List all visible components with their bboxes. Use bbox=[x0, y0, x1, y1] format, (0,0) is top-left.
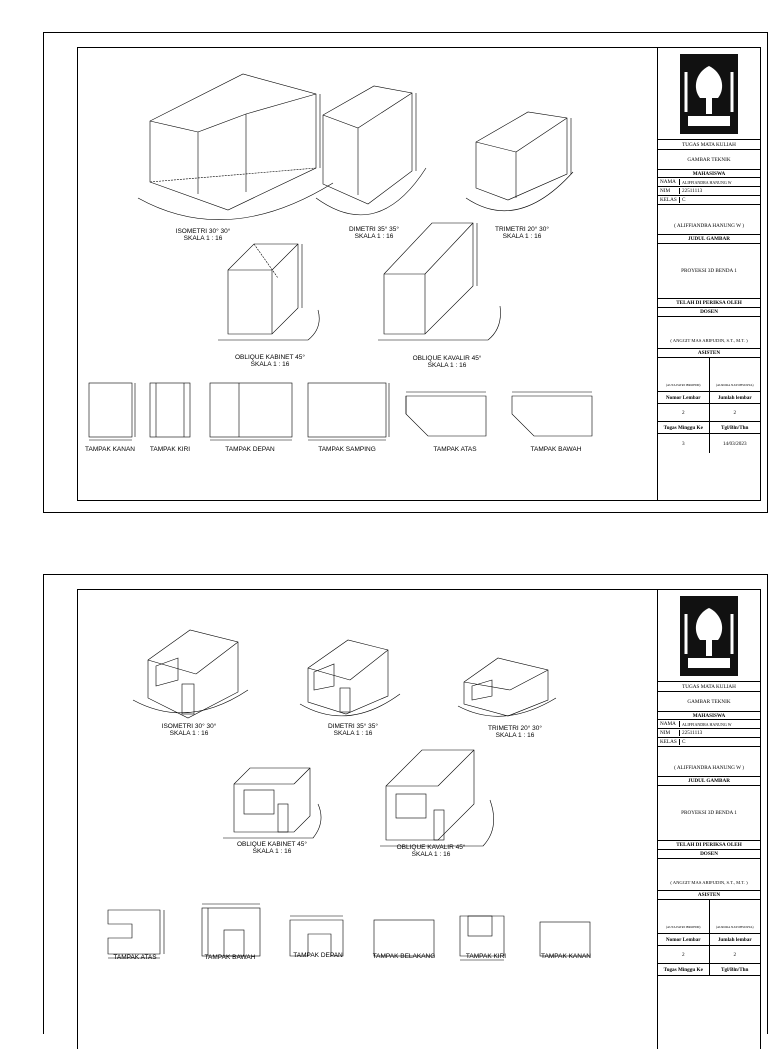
view-caption-cabinet: OBLIQUE KABINET 45° SKALA 1 : 16 bbox=[236, 841, 308, 855]
view-caption-isometric: ISOMETRI 30° 30° SKALA 1 : 16 bbox=[161, 723, 217, 737]
view-label: TAMPAK KANAN bbox=[85, 446, 135, 453]
view-caption-trimetric: TRIMETRI 20° 30° SKALA 1 : 16 bbox=[488, 725, 542, 739]
university-logo bbox=[658, 48, 760, 140]
student-signature: ( ALIFFIANDRA HANUNG W ) bbox=[658, 747, 760, 777]
view-label: TAMPAK BAWAH bbox=[530, 446, 582, 453]
lecturer-header: DOSEN bbox=[658, 850, 760, 859]
nim-label: NIM bbox=[658, 188, 680, 194]
sheet-number-label: Nomor Lembar bbox=[658, 934, 710, 945]
dimetric-block-drawing bbox=[300, 640, 400, 716]
lecturer-signature: ( ANGGIT MAS ARIFUDIN, S.T., M.T. ) bbox=[658, 859, 760, 891]
view-label: TAMPAK KIRI bbox=[465, 953, 507, 960]
course-name: GAMBAR TEKNIK bbox=[658, 692, 760, 712]
view-label: TAMPAK KIRI bbox=[149, 446, 191, 453]
title-block bbox=[657, 590, 760, 1049]
view-caption-cavalier: OBLIQUE KAVALIR 45° SKALA 1 : 16 bbox=[396, 844, 466, 858]
drawing-title: PROYEKSI 3D BENDA 1 bbox=[658, 786, 760, 841]
orthographic-views bbox=[89, 383, 592, 440]
view-caption-dimetric: DIMETRI 35° 35° SKALA 1 : 16 bbox=[328, 723, 378, 737]
sheet-count-label: Jumlah lembar bbox=[717, 936, 752, 943]
assistant-signature-2: (AURORA NAYOHSURYA) bbox=[715, 925, 754, 929]
view-caption-trimetric: TRIMETRI 20° 30° SKALA 1 : 16 bbox=[495, 226, 549, 240]
sheet-count: 2 bbox=[733, 951, 737, 958]
view-label: TAMPAK ATAS bbox=[113, 954, 157, 961]
class-value: C bbox=[682, 197, 686, 203]
course-header: TUGAS MATA KULIAH bbox=[658, 682, 760, 692]
view-label: TAMPAK ATAS bbox=[433, 446, 477, 453]
drawing-frame bbox=[77, 47, 761, 501]
cavalier-oblique-block-drawing bbox=[380, 750, 494, 846]
view-label: TAMPAK DEPAN bbox=[293, 952, 343, 959]
student-header: MAHASISWA bbox=[658, 170, 760, 178]
dimetric-prism-drawing bbox=[316, 86, 426, 215]
date-value: 14/03/2023 bbox=[722, 440, 747, 447]
orthographic-views bbox=[108, 904, 590, 960]
view-label: TAMPAK DEPAN bbox=[225, 446, 275, 453]
nim-value: 22511113 bbox=[682, 188, 703, 194]
date-label: Tgl/Bln/Thn bbox=[721, 424, 749, 431]
isometric-prism-drawing bbox=[138, 74, 333, 220]
nim-value: 22511113 bbox=[682, 730, 703, 736]
view-label: TAMPAK BELAKANG bbox=[372, 953, 436, 960]
assistant-signature-1: (AUTA PATRI IBROHIM) bbox=[658, 900, 710, 933]
sheet-number: 2 bbox=[658, 404, 710, 421]
view-caption-cabinet: OBLIQUE KABINET 45° SKALA 1 : 16 bbox=[234, 354, 306, 368]
checked-header: TELAH DI PERIKSA OLEH bbox=[658, 299, 760, 308]
view-caption-isometric: ISOMETRI 30° 30° SKALA 1 : 16 bbox=[175, 228, 231, 242]
checked-header: TELAH DI PERIKSA OLEH bbox=[658, 841, 760, 850]
name-label: NAMA bbox=[658, 721, 680, 727]
assistant-header: ASISTEN bbox=[658, 891, 760, 900]
isometric-block-drawing bbox=[133, 630, 248, 718]
drawing-sheet-2 bbox=[43, 574, 768, 1034]
name-value: ALIFFIANDRA HANUNG W bbox=[682, 179, 732, 185]
name-label: NAMA bbox=[658, 179, 680, 185]
sheet-number: 2 bbox=[658, 946, 710, 963]
view-caption-cavalier: OBLIQUE KAVALIR 45° SKALA 1 : 16 bbox=[412, 355, 482, 369]
date-label: Tgl/Bln/Thn bbox=[721, 966, 749, 973]
sheet-count-label: Jumlah lembar bbox=[717, 394, 752, 401]
view-label: TAMPAK SAMPING bbox=[318, 446, 376, 453]
student-header: MAHASISWA bbox=[658, 712, 760, 720]
title-block bbox=[657, 48, 760, 500]
assistant-header: ASISTEN bbox=[658, 349, 760, 358]
cabinet-oblique-block-drawing bbox=[223, 768, 321, 838]
sheet-1-drawings bbox=[78, 48, 660, 502]
course-name: GAMBAR TEKNIK bbox=[658, 150, 760, 170]
course-header: TUGAS MATA KULIAH bbox=[658, 140, 760, 150]
lecturer-header: DOSEN bbox=[658, 308, 760, 317]
view-label: TAMPAK KANAN bbox=[541, 953, 591, 960]
week-label: Tugas Minggu Ke bbox=[658, 422, 710, 433]
week-label: Tugas Minggu Ke bbox=[658, 964, 710, 975]
assistant-signature-2: (AURORA NAYOHSURYA) bbox=[715, 383, 754, 387]
title-header: JUDUL GAMBAR bbox=[658, 235, 760, 244]
cavalier-oblique-drawing bbox=[378, 223, 501, 340]
drawing-frame bbox=[77, 589, 761, 1049]
cabinet-oblique-drawing bbox=[218, 244, 319, 340]
nim-label: NIM bbox=[658, 730, 680, 736]
lecturer-signature: ( ANGGIT MAS ARIFUDIN, S.T., M.T. ) bbox=[658, 317, 760, 349]
class-label: KELAS bbox=[658, 739, 680, 745]
class-label: KELAS bbox=[658, 197, 680, 203]
view-label: TAMPAK BAWAH bbox=[204, 954, 256, 961]
student-signature: ( ALIFFIANDRA HANUNG W ) bbox=[658, 205, 760, 235]
class-value: C bbox=[682, 739, 686, 745]
sheet-count: 2 bbox=[733, 409, 737, 416]
sheet-number-label: Nomor Lembar bbox=[658, 392, 710, 403]
trimetric-block-drawing bbox=[458, 658, 556, 716]
drawing-title: PROYEKSI 3D BENDA 1 bbox=[658, 244, 760, 299]
drawing-sheet-1 bbox=[43, 32, 768, 513]
assistant-signature-1: (AUTA PATRI IBROHIM) bbox=[658, 358, 710, 391]
trimetric-prism-drawing bbox=[466, 112, 573, 211]
week-value: 3 bbox=[658, 434, 710, 453]
university-logo bbox=[658, 590, 760, 682]
title-header: JUDUL GAMBAR bbox=[658, 777, 760, 786]
sheet-2-drawings bbox=[78, 590, 660, 1010]
view-caption-dimetric: DIMETRI 35° 35° SKALA 1 : 16 bbox=[349, 226, 399, 240]
name-value: ALIFFIANDRA HANUNG W bbox=[682, 721, 732, 727]
